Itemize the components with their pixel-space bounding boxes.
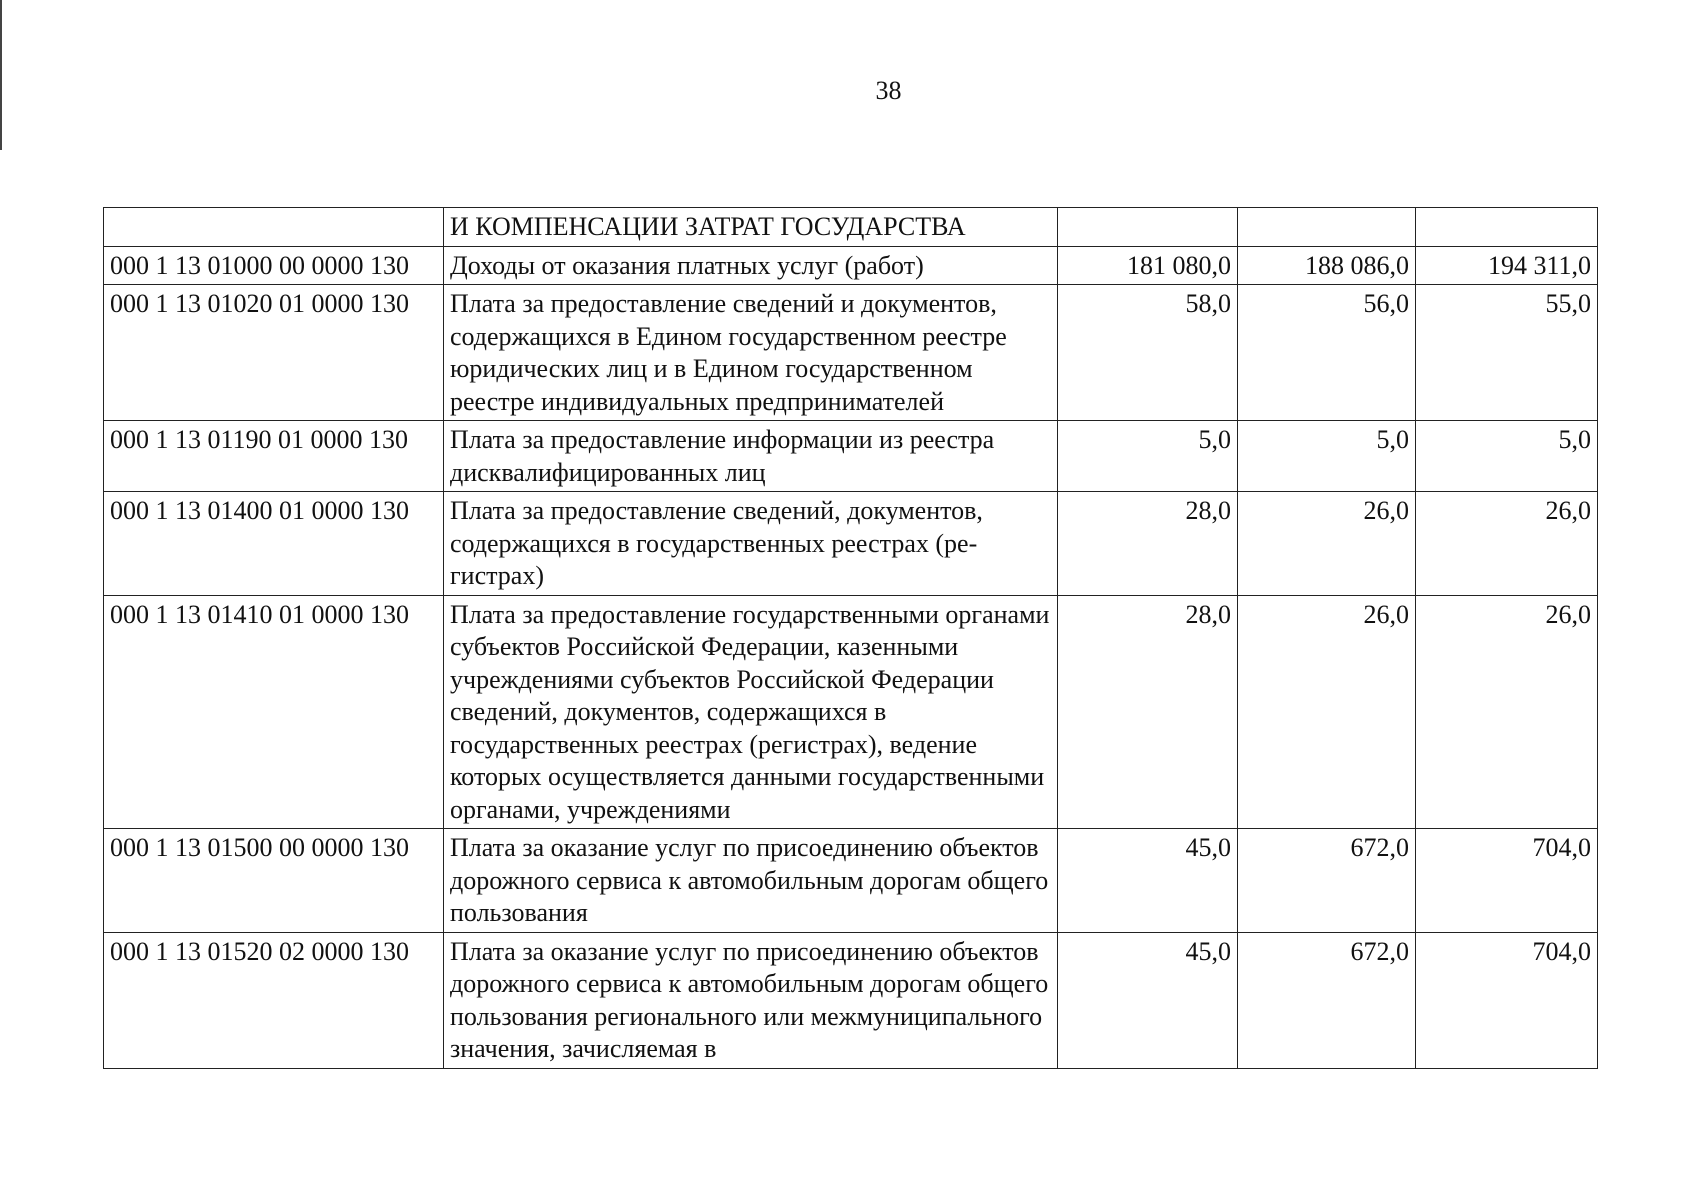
value-year2-cell [1238, 208, 1416, 247]
value-year2-cell: 26,0 [1238, 492, 1416, 596]
table-row [104, 829, 1598, 933]
budget-code-cell: 000 1 13 01190 01 0000 130 [104, 421, 444, 492]
value-year1-cell: 181 080,0 [1058, 246, 1238, 285]
table-row [104, 246, 1598, 285]
table-row [104, 421, 1598, 492]
budget-code-cell: 000 1 13 01000 00 0000 130 [104, 246, 444, 285]
revenue-name-cell: Плата за предоставление сведений и документов, содержащихся в Едином государственном реестре юридических лиц и в Едином государственном реестре индивидуальных предпринимателей [444, 285, 1058, 421]
revenue-table [103, 207, 1598, 1069]
revenue-name-cell: Плата за предоставление государственными органами субъектов Российской Федерации, казенными учреждениями субъектов Российской Федерации сведений, документов, содержащихся в государственных реестрах (регистрах), ведение которых осуществляется данными государственными органами, учреждениями [444, 595, 1058, 829]
revenue-name-cell: Плата за предоставление информации из реестра дисквалифицированных лиц [444, 421, 1058, 492]
value-year3-cell: 26,0 [1416, 595, 1598, 829]
budget-code-cell: 000 1 13 01400 01 0000 130 [104, 492, 444, 596]
value-year3-cell: 704,0 [1416, 932, 1598, 1068]
value-year3-cell [1416, 208, 1598, 247]
value-year1-cell: 5,0 [1058, 421, 1238, 492]
revenue-name-cell: Плата за оказание услуг по присоединению объектов дорожного сервиса к автомобильным дорогам общего пользования регионального или межмуниципального значения, зачисляемая в [444, 932, 1058, 1068]
value-year2-cell: 672,0 [1238, 932, 1416, 1068]
scan-edge-line [0, 0, 2, 150]
page-number: 38 [875, 76, 902, 105]
value-year1-cell: 58,0 [1058, 285, 1238, 421]
value-year2-cell: 56,0 [1238, 285, 1416, 421]
value-year1-cell: 45,0 [1058, 829, 1238, 933]
value-year2-cell: 5,0 [1238, 421, 1416, 492]
budget-code-cell: 000 1 13 01520 02 0000 130 [104, 932, 444, 1068]
value-year2-cell: 26,0 [1238, 595, 1416, 829]
value-year1-cell [1058, 208, 1238, 247]
value-year3-cell: 26,0 [1416, 492, 1598, 596]
table-row [104, 285, 1598, 421]
table-row [104, 208, 1598, 247]
value-year1-cell: 45,0 [1058, 932, 1238, 1068]
budget-code-cell [104, 208, 444, 247]
table-row [104, 932, 1598, 1068]
value-year3-cell: 704,0 [1416, 829, 1598, 933]
value-year2-cell: 672,0 [1238, 829, 1416, 933]
revenue-name-cell: Доходы от оказания платных услуг (работ) [444, 246, 1058, 285]
revenue-name-cell: Плата за оказание услуг по присоединению объектов дорожного сервиса к автомобильным дорогам общего пользования [444, 829, 1058, 933]
table-row [104, 595, 1598, 829]
value-year3-cell: 55,0 [1416, 285, 1598, 421]
budget-code-cell: 000 1 13 01020 01 0000 130 [104, 285, 444, 421]
budget-code-cell: 000 1 13 01410 01 0000 130 [104, 595, 444, 829]
value-year1-cell: 28,0 [1058, 492, 1238, 596]
budget-code-cell: 000 1 13 01500 00 0000 130 [104, 829, 444, 933]
revenue-name-cell: Плата за предоставление сведений, документов, содержащихся в государственных реестрах (регистрах) [444, 492, 1058, 596]
value-year1-cell: 28,0 [1058, 595, 1238, 829]
value-year3-cell: 5,0 [1416, 421, 1598, 492]
value-year3-cell: 194 311,0 [1416, 246, 1598, 285]
revenue-name-cell: И КОМПЕНСАЦИИ ЗАТРАТ ГОСУДАРСТВА [444, 208, 1058, 247]
table-row [104, 492, 1598, 596]
value-year2-cell: 188 086,0 [1238, 246, 1416, 285]
